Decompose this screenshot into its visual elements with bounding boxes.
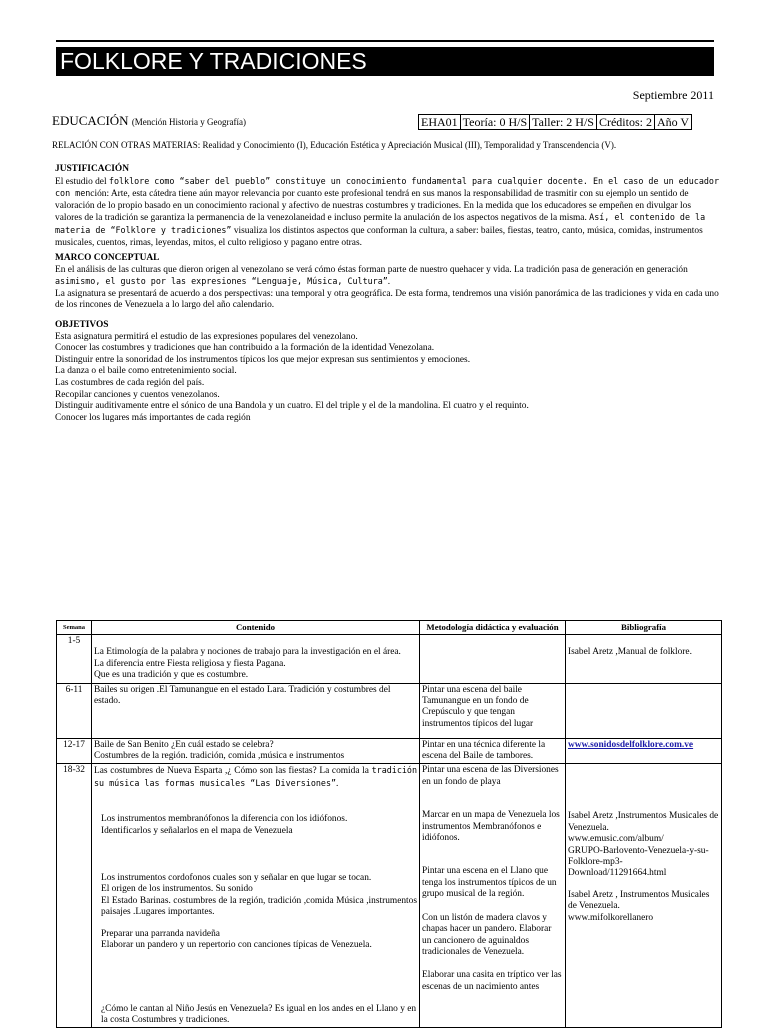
week-cell: 18-32: [57, 764, 92, 1028]
year: Año V: [654, 114, 692, 130]
marco-text-1: [55, 265, 719, 289]
content-line: Baile de San Benito ¿En cuál estado se celebra?: [94, 739, 274, 750]
objetivo-item: Distinguir entre la sonoridad de los instrumentos típicos los que mejor expresan sus sentimientos y emociones.: [55, 354, 471, 365]
content-block: [94, 765, 417, 790]
content-text: Las costumbres de Nueva Esparta ,¿ Cómo son las fiestas? La comida la: [94, 766, 372, 777]
objetivos-heading: OBJETIVOS: [55, 320, 109, 330]
header-semana: Semana: [57, 621, 92, 635]
method-text: Con un listón de madera clavos y chapas hacer un pandero. Elaborar un cancionero de aguinaldos tradicionales de Venezuela.: [422, 912, 552, 957]
marco-text-2: La asignatura se presentará de acuerdo a dos perspectivas: una temporal y otra geográfica. De esta forma, tendremos una visión panorámica de las tradiciones y vida en cada uno de los rincones de Venezuela a lo largo del año calendario.: [55, 288, 719, 311]
objetivo-item: La danza o el baile como entretenimiento social.: [55, 366, 237, 377]
biblio-line: www.emusic.com/album/: [568, 834, 664, 845]
week-cell: 6-11: [57, 683, 92, 738]
justificacion-section: [55, 164, 719, 249]
marco-text-1a: En el análisis de las culturas que dieron origen al venezolano se verá cómo éstas forman parte de nuestro quehacer y vida. La tradición pasa de generación en generación: [55, 264, 688, 275]
content-line: La Etimología de la palabra y nociones de trabajo para la investigación en el área.: [94, 647, 401, 658]
content-block: [94, 1004, 417, 1027]
biblio-line: Download/11291664.html: [568, 868, 667, 879]
content-line: Elaborar un pandero y un repertorio con canciones típicas de Venezuela.: [101, 940, 372, 951]
theory-hours: Teoría: 0 H/S: [460, 114, 530, 130]
content-block: [94, 873, 417, 919]
biblio-link[interactable]: www.sonidosdelfolklore.com.ve: [568, 739, 694, 750]
content-line: Costumbres de la región. tradición, comida ,música e instrumentos: [94, 751, 345, 762]
table-row: [57, 738, 722, 764]
page-title: FOLKLORE Y TRADICIONES: [56, 47, 714, 76]
workshop-hours: Taller: 2 H/S: [529, 114, 597, 130]
table-row: [57, 764, 722, 1028]
content-block: [94, 929, 417, 952]
table-row: [57, 635, 722, 683]
education-label: [52, 113, 246, 129]
content-cell: Bailes su origen .El Tamunangue en el estado Lara. Tradición y costumbres del estado.: [92, 683, 420, 738]
content-line: El Estado Barinas. costumbres de la región, tradición ,comida Música ,instrumentos paisajes .Lugares importantes.: [101, 895, 417, 918]
method-cell: [420, 764, 566, 1028]
biblio-cell: [566, 764, 722, 1028]
biblio-line: www.mifolkorellanero: [568, 912, 654, 923]
objetivos-section: [55, 320, 719, 424]
schedule-table: [56, 620, 722, 1028]
education-title: EDUCACIÓN: [52, 113, 129, 128]
header-metodologia: Metodología didáctica y evaluación: [420, 621, 566, 635]
biblio-cell: [566, 738, 722, 764]
method-text: Pintar una escena en el Llano que tenga los instrumentos típicos de un grupo musical de la región.: [422, 866, 557, 900]
marco-section: [55, 253, 719, 312]
method-text: Marcar en un mapa de Venezuela los instrumentos Membranófonos e idiófonos.: [422, 810, 560, 844]
content-line: ¿Cómo le cantan al Niño Jesús en Venezuela? Es igual en los andes en el Llano y en la costa Costumbres y tradiciones.: [101, 1003, 417, 1025]
method-cell: Pintar una escena del baile Tamunangue en un fondo de Crepúsculo y que tengan instrumentos típicos del lugar: [420, 683, 566, 738]
marco-heading: MARCO CONCEPTUAL: [55, 253, 160, 263]
biblio-cell: Isabel Aretz ,Manual de folklore.: [566, 635, 722, 683]
method-text: Elaborar una casita en tríptico ver las escenas de un nacimiento antes: [422, 970, 562, 992]
related-subjects: RELACIÓN CON OTRAS MATERIAS: Realidad y Conocimiento (I), Educación Estética y Apreciación Musical (III), Temporalidad y Transcendencia (V).: [52, 140, 617, 150]
objetivo-item: Recopilar canciones y cuentos venezolanos.: [55, 389, 220, 400]
content-line: Que es una tradición y que es costumbre.: [94, 670, 249, 681]
biblio-cell: [566, 683, 722, 738]
objetivo-item: Las costumbres de cada región del país.: [55, 377, 205, 388]
biblio-block: [568, 890, 719, 924]
content-text-end: .: [336, 778, 339, 789]
week-cell: 1-5: [57, 635, 92, 683]
top-rule: [56, 40, 714, 42]
justificacion-text: [55, 176, 719, 250]
marco-hand: asimismo, el gusto por las expresiones “Lenguaje, Música, Cultura”: [55, 276, 388, 287]
content-block: [94, 814, 417, 837]
content-line: Los instrumentos cordofonos cuales son y señalar en que lugar se tocan.: [101, 873, 372, 884]
marco-text-1b: .: [387, 277, 391, 288]
objetivo-item: Esta asignatura permitirá el estudio de las expresiones populares del venezolano.: [55, 331, 358, 342]
table-row: [57, 683, 722, 738]
content-line: Identificarlos y señalarlos en el mapa de Venezuela: [101, 825, 293, 836]
method-text: Pintar una escena de las Diversiones en un fondo de playa: [422, 765, 559, 787]
objetivo-item: Conocer los lugares más importantes de cada región: [55, 412, 251, 423]
biblio-line: Isabel Aretz ,Instrumentos Musicales de Venezuela.: [568, 811, 719, 833]
course-codes: [418, 114, 691, 130]
justificacion-hand-1: folklore como “saber del pueblo” constituye un conocimiento fundamental para cualquier docente. En el caso de un educador con men: [55, 175, 720, 199]
justificacion-text-3: visualiza los distintos aspectos que conforman la cultura, a saber: bailes, fiestas, teatro, canto, música, comidas, instrumentos musicales, cuentos, rimas, leyendas, mitos, el culto religioso y pagano entre otras.: [55, 225, 703, 248]
content-line: La diferencia entre Fiesta religiosa y fiesta Pagana.: [94, 658, 286, 669]
justificacion-text-2: ción: Arte, esta cátedra tiene aún mayor relevancia por cuanto este profesional tendrá en sus manos la responsabilidad de trasmitir con su ejemplo un sentido de valoración de lo propio basado en un conocimiento racional y afectivo de nuestras costumbres y tradiciones. En la medida que los educadores se empeñen en divulgar los valores de la tradición se garantiza la permanencia de la venezolaneidad e incluso permite la anulación de los aspectos negativos de la misma.: [55, 189, 691, 224]
content-hand: tradición su música las formas musicales “Las Diversiones”: [94, 765, 417, 788]
objetivo-item: Conocer las costumbres y tradiciones que han contribuido a la formación de la identidad Venezolana.: [55, 343, 435, 354]
header-contenido: Contenido: [92, 621, 420, 635]
justificacion-heading: JUSTIFICACIÓN: [55, 164, 129, 174]
table-header-row: [57, 621, 722, 635]
method-cell: Pintar en una técnica diferente la escena del Baile de tambores.: [420, 738, 566, 764]
header-bibliografia: Bibliografía: [566, 621, 722, 635]
justificacion-text-1: El estudio del: [55, 176, 109, 187]
content-line: Preparar una parranda navideña: [101, 928, 220, 939]
course-code: EHA01: [418, 114, 461, 130]
biblio-block: [568, 811, 719, 879]
content-cell: [92, 738, 420, 764]
justificacion-hand-2: Así, el contenido de la materia de “Folklore y tradiciones”: [55, 212, 706, 235]
objetivo-item: Distinguir auditivamente entre el sónico de una Bandola y un cuatro. El del triple y el de la mandolina. El cuatro y el requinto.: [55, 401, 529, 412]
method-cell: [420, 635, 566, 683]
week-cell: 12-17: [57, 738, 92, 764]
education-mention: (Mención Historia y Geografía): [131, 117, 247, 127]
content-cell: [92, 764, 420, 1028]
credits: Créditos: 2: [596, 114, 655, 130]
content-cell: [92, 635, 420, 683]
content-line: Los instrumentos membranófonos la diferencia con los idiófonos.: [101, 814, 348, 825]
biblio-line: Isabel Aretz , Instrumentos Musicales de Venezuela.: [568, 889, 710, 912]
content-line: El origen de los instrumentos. Su sonido: [101, 884, 253, 895]
biblio-line: GRUPO-Barlovento-Venezuela-y-su-Folklore-mp3-: [568, 845, 709, 868]
document-date: Septiembre 2011: [632, 88, 714, 102]
